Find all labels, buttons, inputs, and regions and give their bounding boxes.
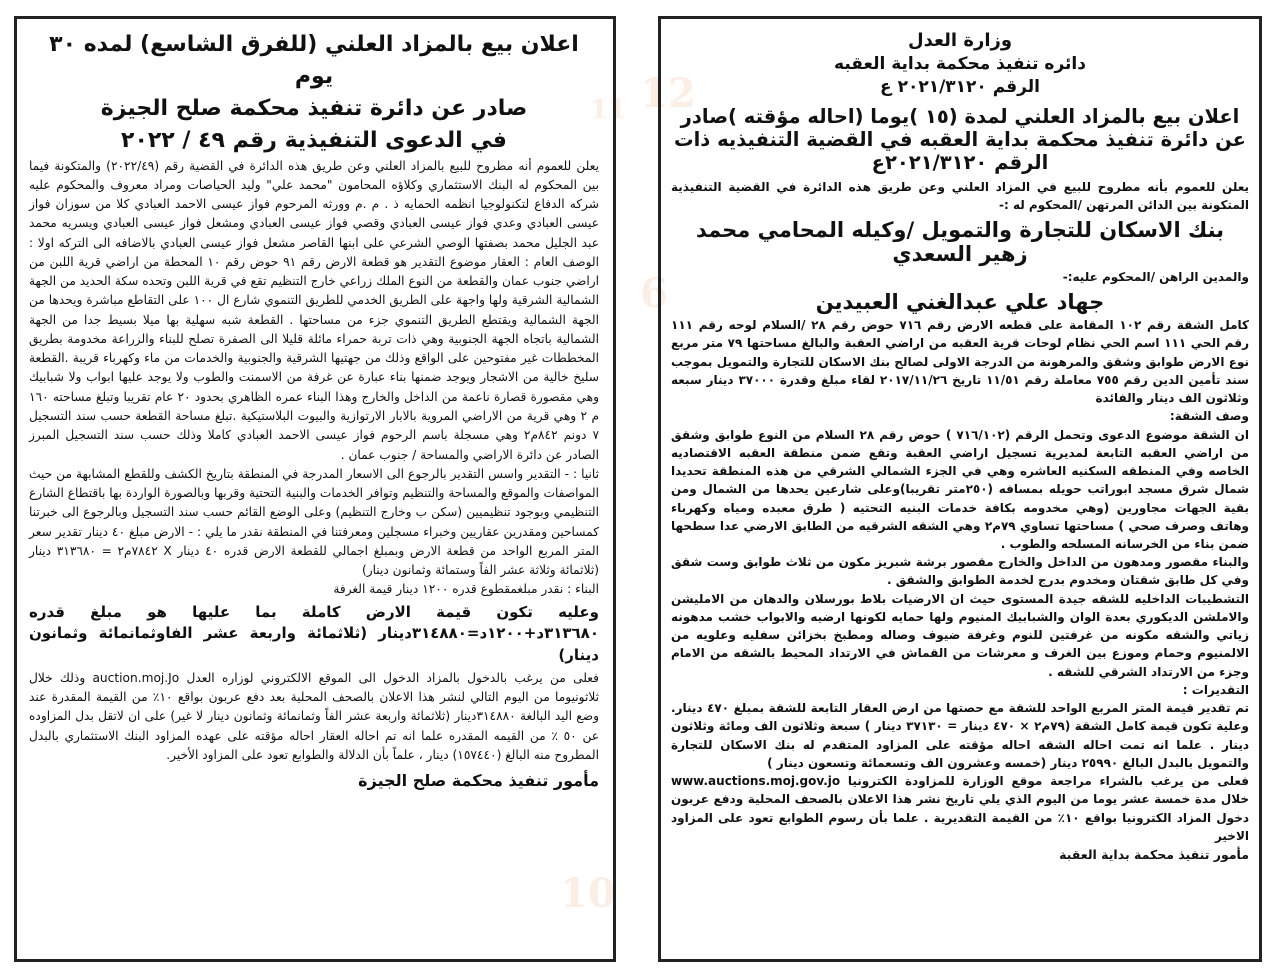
watermark-number: 12 bbox=[640, 70, 696, 117]
announcement-heading: اعلان بيع بالمزاد العلني لمدة (١٥ )يوما (احاله مؤقته )صادر عن دائرة تنفيذ محكمة بداية العقبه في القضية التنفيذيه ذات الرقم ٢٠٢١/٣١٢٠ع bbox=[674, 105, 1246, 175]
notice-body-building: البناء : نقدر مبلغمقطوع قدره ١٢٠٠ دينار قيمة الغرفة bbox=[333, 582, 599, 597]
watermark-number: 10 bbox=[560, 870, 616, 917]
property-details: كامل الشقة رقم ١٠٢ المقامة على قطعه الارض رقم ٧١٦ حوض رقم ٢٨ /السلام لوحه رقم ١١١ رقم الحي ١١١ اسم الحي نظام لوحات قرية العقبه من اراضي العقبة والبالغ مساحتها ٧٩ متر مربع نوع الارض طوابق وشقق والمرهونة من الدرجة الاولى لصالح بنك الاسكان للتجارة والتمويل بموجب سند تأمين الدين رقم ٧٥٥ معاملة رقم ١١/٥١ تاريخ ٢٠١٧/١١/٢٦ لقاء مبلغ وقدرة ٣٧٠٠٠ دينار سبعه وثلاثون الف دينار والفائدة bbox=[671, 318, 1249, 406]
signature: مأمور تنفيذ محكمة بداية العقبة bbox=[1059, 846, 1249, 862]
estimates-label: التقديرات : bbox=[1182, 682, 1249, 697]
building-description: والبناء مقصور ومدهون من الداخل والخارج مقصور برشة شبريز مكون من ثلاث طوابق وست شقق وفي كل طابق شقتان ومخدوم بدرج لخدمة الطوابق والشقق . bbox=[671, 555, 1249, 588]
notice-body-general: يعلن للعموم أنه مطروح للبيع بالمزاد العلني وعن طريق هذه الدائرة في القضية رقم (٢٠٢٢/٤٩) والمتكونة فيما بين المحكوم له البنك الاستثماري وكلاؤه المحامون "محمد علي" وليد الحياصات ومراد معروف والمحكوم عليه شركه الدفاع لتكنولوجيا انظمه الحمايه ذ . م .م وورثه المرحوم فواز عيسى الاحمد العبادي كلا من سوزان فواز عيسى العبادي وعدي فواز عيسى العبادي وقصي فواز عيسى العبادي ومشعل فواز عيسى العبادي ويسريه محمد عبد الجليل محمد بصفتها الوصي الشرعي على ابنها القاصر مشعل فواز عيسى العبادي بالاضافه الى التركه اولا : الوصف العام : العقار موضوع التقدير هو قطعة الارض رقم ٩١ حوض رقم ١٠ المحطة من اراضي قرية اللبن من اراضي جنوب عمان والقطعة من النوع الملك زراعي خارج التنظيم تقع في قرية اللبن وتحده سكة الحديد من الجهة الشمالية الشرقية ولها واجهة على الطريق الخدمي للطريق التنموي شارع ال ١٠٠ على التقاطع مباشرة ويحدها من الجهة الشمالية ويقتطع الطريق التنموي جزء من مساحتها . القطعة شبه سهلية بها ميلا بسيط جدا من الجهة الشمالية باتجاه الجهة الجنوبية وهي ذات تربة حمراء مائلة قليلا الى الصفرة تصلح للبناء والزراعة مخدومة بطريق المخططات غير مفتوحين على الواقع وذلك من جهتيها الشرقية والجنوبية والخدمات من ماء وكهرباء قريبة .القطعة سليخ خالية من الاشجار ويوجد ضمنها بناء عبارة عن غرفة من الاسمنت والطوب ولا يوجد عليها ابواب ولا شبابيك وهي مقصورة قصارة ناعمة من الداخل والخارج وهذا البناء عمره الظاهري بحدود ٢٠ عام تقريبا وتبلغ مساحته ١٦٠ م ٢ وهي قرية من الاراضي المروية بالابار الارتوازية والبيوت البلاستيكية .تبلغ مساحة القطعة حسب سند التسجيل ٧ دونم ٨٤٢م٢ وهي مسجلة باسم الرحوم فواز عيسى الاحمد العبادي كاملا وذلك حسب سند التسجيل المبرز الصادر عن دائرة الاراضي والمساحة / جنوب عمان . bbox=[29, 158, 599, 462]
notice-issuer: صادر عن دائرة تنفيذ محكمة صلح الجيزة bbox=[100, 95, 528, 121]
intro-text: يعلن للعموم بأنه مطروح للبيع في المزاد العلني وعن طريق هذه الدائرة في القضية التنفيذية المتكونة بين الدائن المرتهن /المحكوم له :- bbox=[671, 180, 1249, 213]
notice-body-participation: فعلى من يرغب بالدخول بالمزاد الدخول الى الموقع الالكتروني لوزاره العدل auction.moj.Jo وذلك خلال ثلاثونيوما من اليوم التالي لنشر هذا الاعلان بالصحف المحلية بعد دفع عربون بواقع ١٠٪ من القيمة المقدرة عند وضع اليد البالغة ٣١٤٨٨٠دينار (ثلاثمائة واربعة عشر الفاً وثمانمائة وثمانون دينار لا غير) على ان لاتقل بدل المزاوده عن ٥٠ ٪ من القيمه المقدره علما انه تم احاله العقار احاله مؤقته على عهده المزاود البنك الاستثماري بالبدل المطروح منه البالغ (١٥٧٤٤٠) دينار ، علماً بأن الدلالة والطوابع تعود على المزاود الأخير. bbox=[29, 670, 599, 762]
aqaba-auction-notice bbox=[658, 16, 1262, 962]
jiza-auction-notice bbox=[14, 16, 616, 962]
notice-case: في الدعوى التنفيذية رقم ٤٩ / ٢٠٢٢ bbox=[121, 127, 507, 153]
description-label: وصف الشقة: bbox=[1169, 409, 1249, 424]
debtor-name: جهاد علي عبدالغني العبيدين bbox=[815, 290, 1105, 315]
participation-text: فعلى من يرغب بالشراء مراجعة موقع الوزارة للمزاودة الكترونيا www.auctions.moj.gov.jo خلال مدة خمسة عشر يوما من اليوم الذي يلي تاريخ نشر هذا الاعلان بالصحف المحلية ودفع عربون دخول المزاد الكترونيا بواقع ١٠٪ من القيمة التقديرية . علما بأن رسوم الطوابع تعود على المزاود الاخير bbox=[671, 774, 1250, 843]
notice-total-value: وعليه تكون قيمة الارض كاملة بما عليها هو مبلغ قدره ٣١٣٦٨٠د+١٢٠٠د=٣١٤٨٨٠دينار (ثلاثمائة واربعة عشر الفاوثمانمائة وثمانون دينار) bbox=[29, 602, 599, 665]
watermark-number: 6 bbox=[640, 270, 668, 317]
debtor-label: والمدين الراهن /المحكوم عليه:- bbox=[1062, 270, 1249, 285]
case-number: الرقم ٢٠٢١/٣١٢٠ ع bbox=[880, 77, 1040, 98]
notice-body-valuation: ثانيا : - التقدير واسس التقدير بالرجوع الى الاسعار المدرجة في المنطقة بتاريخ الكشف وللقطع المشابهة من حيث المواصفات والموقع والمساحة والتنظيم وتوافر الخدمات والبنية التحتية وقربها وبالصورة الواردة بها باقتطاع الشارع التنظيمي وبوجود تنظيميين (سكن ب وخارج التنظيم) وعلى الوضع القائم حسب سند التسجيل وبالرجوع الى خبرتنا كمساحين ومقدرين عقاريين وخبراء مسجلين ومعرفتنا في المنطقة نقدر ما يلي : - الارض مبلغ ٤٠ دينار تقدير سعر المتر المربع الواحد من قطعة الارض وبمبلغ اجمالي للقطعة الارض قدره ٤٠ دينار X ٧٨٤٢م٢ = ٣١٣٦٨٠ دينار (ثلاثمائة وثلاثة عشر الفاً وستمائة وثمانون دينار) bbox=[29, 466, 599, 578]
signature: مأمور تنفيذ محكمة صلح الجيزة bbox=[358, 771, 599, 791]
ministry-name: وزارة العدل bbox=[907, 30, 1013, 51]
creditor-name: بنك الاسكان للتجارة والتمويل /وكيله المحامي محمد زهير السعدي bbox=[695, 218, 1225, 267]
finishes-description: التشطيبات الداخليه للشقه جيدة المستوى حيث ان الارضيات بلاط بورسلان والدهان من الامليشن والاملشن الديكوري بعدة الوان والشبابيك المنيوم ولها حمايه لكونها ارضيه والابواب خشب مدهونه زياتي والشقه مكونه من غرفتين للنوم وغرفة ضيوف وصاله ومطبخ بخزائن سفليه وعلويه من الالمنيوم وحمام وموزع بين الغرف و معرشات من القماش في الارتداد المحيط بالشقه من الامام وجزء من الارتداد الشرقي للشقه . bbox=[671, 591, 1249, 679]
property-description: ان الشقة موضوع الدعوى وتحمل الرقم (٧١٦/١٠٢ ) حوض رقم ٢٨ السلام من النوع طوابق وشقق من اراضي العقبه التابعة لمديرية تسجيل اراضي العقبة وتقع ضمن منطقة العقبه الاقتصاديه الخاصه وفي المنطقه السكنيه العاشره وهي في الجزء الشمالي الشرقي من هذه المنطقة تحديدا شمال شرق مسجد ابوراتب حويله بمسافه (٢٥٠متر تقريبا)وعلى شارعين يحدها من الشمال ومن بقية الجهات مجاورين (وهي مخدومه بكافة خدمات البنيه التحتيه ( طرق معبده ومياه وكهرباء وهاتف وصرف صحي ) مساحتها تساوي ٧٩م٢ وهي الشقه الشرقيه من الطابق الارضي عدا سطحها ضمن بناء من الخرسانه المسلحه والطوب . bbox=[671, 427, 1250, 551]
department-name: دائره تنفيذ محكمة بداية العقبه bbox=[834, 54, 1086, 75]
watermark-number: 11 bbox=[590, 95, 627, 125]
estimates-text: تم تقدير قيمة المتر المربع الواحد للشقة مع حصتها من ارض العقار التابعة للشقة بمبلغ ٤٧٠ دينار. وعلية تكون قيمة كامل الشقة (٧٩م٢ × ٤٧٠ دينار = ٣٧١٣٠ دينار ) سبعة وثلاثون الف ومائة وثلاثون دينار . علما انه تمت احاله الشقه احاله مؤقته على المزاود المتقدم له بنك الاسكان للتجارة والتمويل بالبدل البالغ ٢٥٩٩٠ دينار (خمسه وعشرون الف وتسعمائة وتسعون دينار ) bbox=[671, 701, 1249, 770]
notice-title: اعلان بيع بالمزاد العلني (للفرق الشاسع) لمده ٣٠ يوم bbox=[49, 32, 579, 89]
